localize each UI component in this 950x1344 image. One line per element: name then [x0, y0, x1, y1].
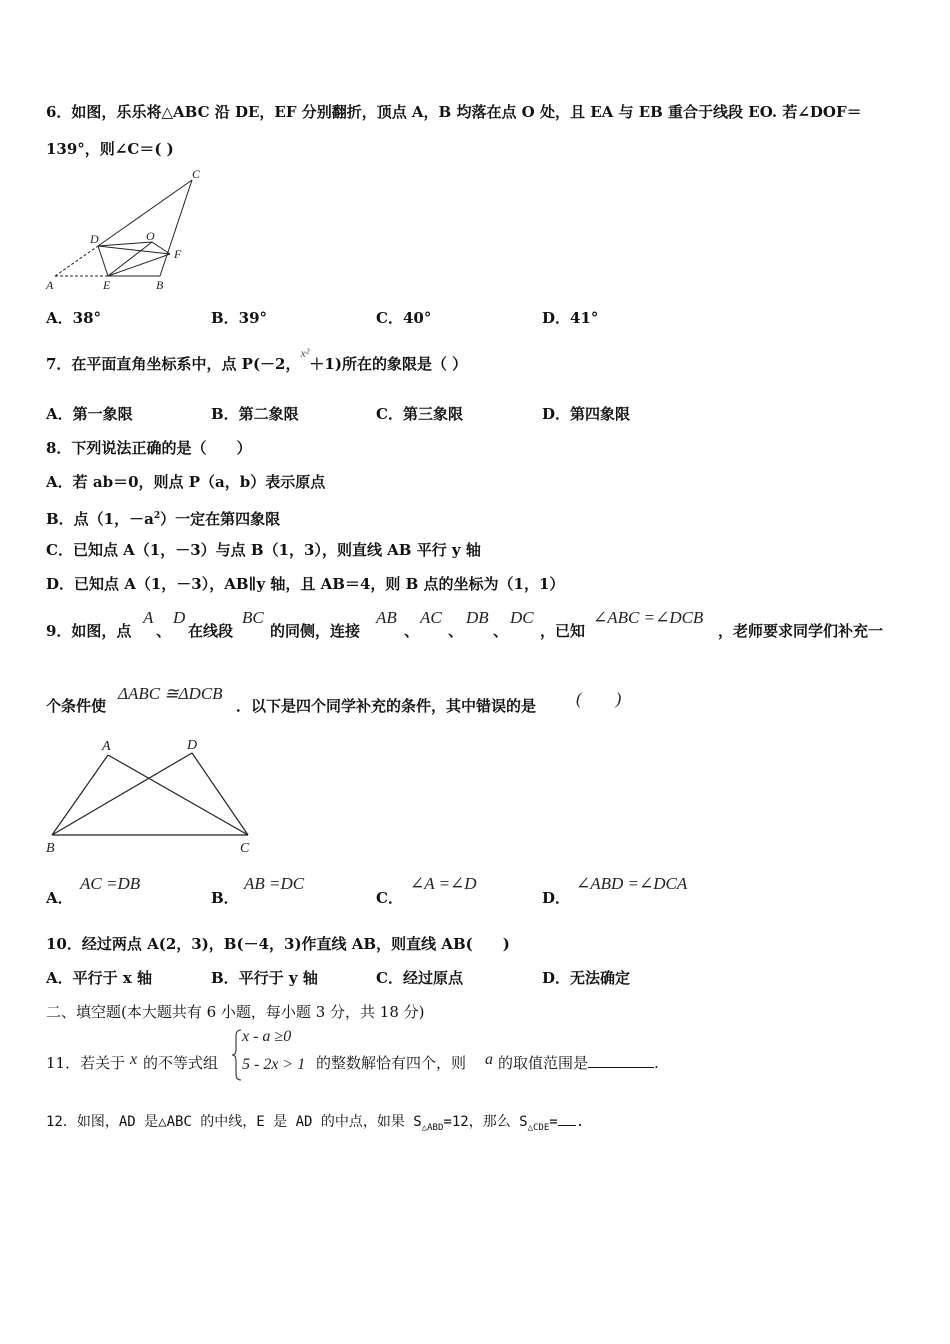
q9-text-2: 在线段 [188, 622, 234, 640]
q12-text-mid: =12，那么 S [443, 1114, 528, 1130]
q6-label-D: D [90, 232, 99, 246]
q8-option-c: C．已知点 A（1，－3）与点 B（1，3），则直线 AB 平行 y 轴 [46, 541, 481, 559]
q12-stem [46, 1111, 584, 1138]
q9-point-a: A [143, 608, 154, 627]
q11-end: . [654, 1054, 659, 1072]
q9-seg-DB [52, 753, 192, 835]
q12-sub-cde: △CDE [527, 1122, 550, 1133]
q6-stem-line2: 139°，则∠C＝( ) [46, 140, 174, 158]
q6-option-a: A．38° [46, 309, 102, 327]
q12-answer-blank[interactable] [558, 1111, 576, 1126]
q8-option-b-post: ）一定在第四象限 [160, 510, 281, 528]
q11-text-mid: 的不等式组 [143, 1054, 219, 1072]
q6-option-b: B．39° [211, 309, 268, 327]
q7-formula: x² [300, 346, 310, 360]
q9-option-d: ∠ABD =∠DCA [576, 874, 688, 893]
q10-option-d: D．无法确定 [542, 969, 631, 987]
q9-figure [40, 735, 270, 860]
q7-option-b: B．第二象限 [211, 405, 299, 423]
q9-sep-4: 、 [493, 622, 509, 640]
q9-text-3: 的同侧，连接 [270, 622, 361, 640]
q9-sep-3: 、 [448, 622, 464, 640]
q9-label-A: A [102, 739, 111, 754]
q6-seg-AD [55, 246, 98, 276]
q9-sep-2: 、 [404, 622, 420, 640]
q11-var-a: a [485, 1051, 493, 1068]
q9-seg-dc: DC [510, 608, 534, 627]
q9-seg-ac: AC [420, 608, 442, 627]
q6-label-O: O [146, 229, 155, 243]
q9-seg-bc: BC [242, 608, 264, 627]
q6-stem-line1: 6．如图，乐乐将△ABC 沿 DE，EF 分别翻折，顶点 A，B 均落在点 O 处，且 EA 与 EB 重合于线段 EO. 若∠DOF＝ [46, 103, 862, 121]
q12-text-pre: 12．如图，AD 是△ABC 的中线，E 是 AD 的中点，如果 S [46, 1114, 422, 1130]
q11-var-x: x [130, 1051, 138, 1068]
q9-sep-1: 、 [156, 622, 172, 640]
q9-text-4: ，已知 [540, 622, 586, 640]
q9-text-5: ，老师要求同学们补充一 [718, 622, 884, 640]
q7-option-a: A．第一象限 [46, 405, 133, 423]
q7-stem-suffix: ＋1)所在的象限是（ ） [309, 355, 468, 373]
q11-inequality-1: x - a ≥0 [242, 1028, 292, 1045]
q9-label-C: C [240, 841, 250, 856]
q9-label-B: B [46, 841, 55, 856]
q6-label-F: F [174, 247, 182, 261]
q9-label-D: D [187, 738, 198, 753]
q6-label-C: C [192, 167, 201, 181]
q6-seg-DC [98, 180, 192, 246]
q9-seg-ab: AB [376, 608, 397, 627]
q12-end: . [575, 1114, 585, 1130]
q7-stem [46, 346, 468, 375]
section-fill-in-title: 二、填空题(本大题共有 6 小题，每小题 3 分，共 18 分) [46, 1003, 425, 1021]
q9-seg-DC [192, 753, 248, 835]
q11-text-pre: 11．若关于 [46, 1054, 126, 1072]
q11-answer-blank[interactable] [588, 1053, 654, 1068]
q6-option-c: C．40° [376, 309, 432, 327]
q6-seg-CB [160, 180, 192, 276]
q10-option-b: B．平行于 y 轴 [211, 969, 318, 987]
q9-point-d: D [173, 608, 186, 627]
q9-seg-AC [108, 755, 248, 835]
q6-label-A: A [46, 278, 54, 292]
q6-seg-EO [108, 242, 152, 276]
q9-option-c-letter: C． [376, 889, 403, 907]
q6-figure [40, 166, 210, 296]
q8-stem: 8．下列说法正确的是（ ） [46, 439, 252, 457]
q9-congruence: ΔABC ≅ΔDCB [118, 684, 223, 703]
q10-option-c: C．经过原点 [376, 969, 463, 987]
q9-option-a-letter: A． [46, 889, 73, 907]
q10-option-a: A．平行于 x 轴 [46, 969, 153, 987]
q9-option-c: ∠A =∠D [410, 874, 477, 893]
q9-option-a: AC =DB [80, 874, 141, 893]
q7-stem-prefix: 7．在平面直角坐标系中，点 P(－2， [46, 355, 301, 373]
q10-stem: 10．经过两点 A(2，3)，B(－4，3)作直线 AB，则直线 AB( ) [46, 935, 510, 953]
q9-option-b: AB =DC [244, 874, 305, 893]
q9-text-1: 9．如图，点 [46, 622, 132, 640]
q11-text-post1: 的整数解恰有四个，则 [316, 1054, 467, 1072]
q6-option-d: D．41° [542, 309, 599, 327]
q8-option-a: A．若 ab＝0，则点 P（a，b）表示原点 [46, 473, 326, 491]
q9-text-7: ．以下是四个同学补充的条件，其中错误的是 [236, 697, 537, 715]
q7-option-d: D．第四象限 [542, 405, 631, 423]
q11-text-post2 [498, 1053, 659, 1073]
q6-label-E: E [103, 278, 111, 292]
q9-option-d-letter: D． [542, 889, 571, 907]
q9-condition: ∠ABC =∠DCB [593, 608, 704, 627]
q12-text-post: = [549, 1114, 558, 1130]
q8-option-b [46, 506, 280, 529]
q6-label-B: B [156, 278, 164, 292]
q8-option-b-pre: B．点（1，－a [46, 510, 154, 528]
q9-seg-AB [52, 755, 108, 835]
q9-seg-db: DB [466, 608, 489, 627]
q12-sub-abd: △ABD [421, 1122, 444, 1133]
q6-seg-DE [98, 246, 108, 276]
q9-text-6: 个条件使 [46, 697, 107, 715]
q8-option-d: D．已知点 A（1，－3），AB∥y 轴，且 AB＝4，则 B 点的坐标为（1，1） [46, 575, 565, 593]
q7-option-c: C．第三象限 [376, 405, 463, 423]
q11-inequality-2: 5 - 2x > 1 [242, 1056, 306, 1073]
q8-option-b-sup: 2 [153, 511, 161, 521]
q11-text-range: 的取值范围是 [498, 1054, 589, 1072]
q6-seg-DO [98, 242, 152, 246]
q9-paren: ( ) [576, 689, 622, 708]
q9-option-b-letter: B． [211, 889, 239, 907]
